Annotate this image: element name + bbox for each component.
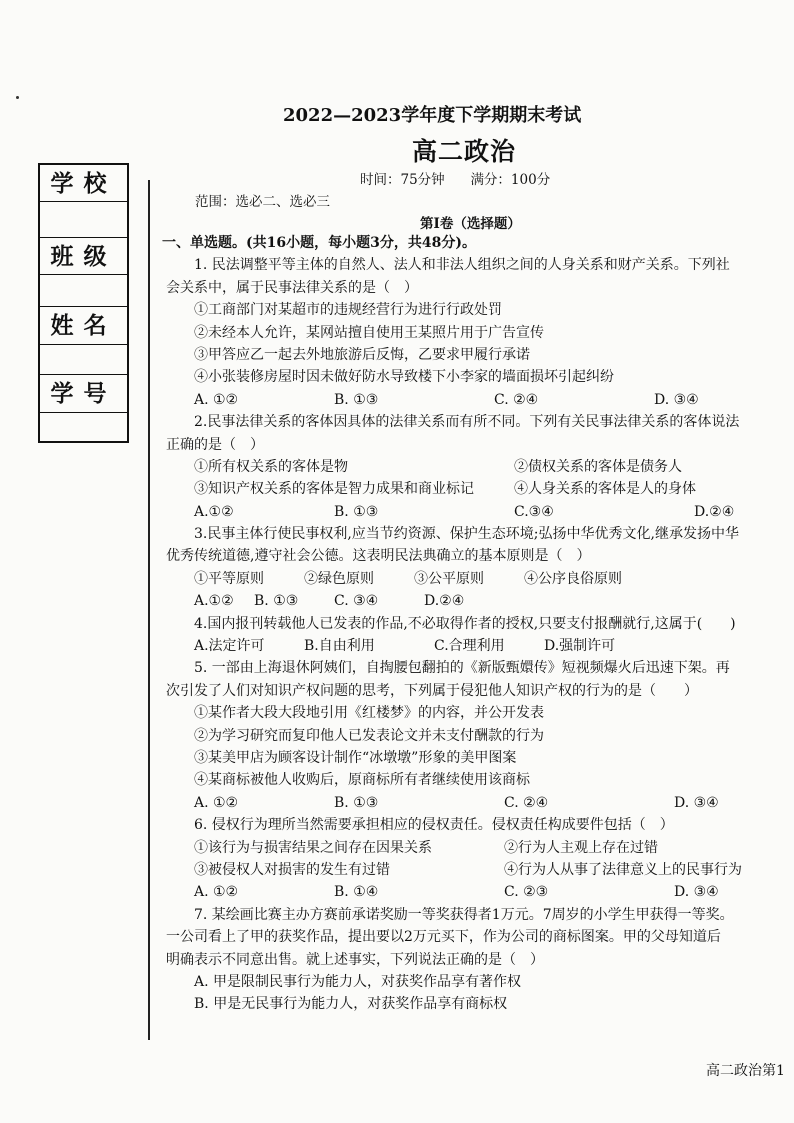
q1-choice-a[interactable]: A. ①② bbox=[194, 391, 239, 408]
subject-title: 高二政治 bbox=[412, 137, 517, 166]
q5-statement-2: ②为学习研究而复印他人已发表论文并未支付酬款的行为 bbox=[194, 727, 544, 744]
school-field[interactable] bbox=[40, 202, 127, 238]
name-label: 姓名 bbox=[40, 307, 127, 345]
q1-statement-1: ①工商部门对某超市的违规经营行为进行行政处罚 bbox=[194, 302, 502, 319]
q5-choice-a[interactable]: A. ①② bbox=[194, 794, 239, 811]
exam-info bbox=[360, 168, 550, 188]
q3-choice-b[interactable]: B. ①③ bbox=[254, 593, 299, 610]
q6-statements-row2 bbox=[166, 859, 766, 881]
exam-title: 2022—2023学年度下学期期末考试 bbox=[283, 105, 582, 126]
q1-statement-3: ③甲答应乙一起去外地旅游后反悔，乙要求甲履行承诺 bbox=[194, 346, 530, 363]
number-label: 学号 bbox=[40, 375, 127, 413]
q6-statements-row1 bbox=[166, 837, 766, 859]
q5-statement-1: ①某作者大段大段地引用《红楼梦》的内容，并公开发表 bbox=[194, 705, 544, 722]
q3-statement-2: ②绿色原则 bbox=[304, 570, 374, 587]
q4-stem: 4.国内报刊转载他人已发表的作品,不必取得作者的授权,只要支付报酬就行,这属于( ) bbox=[194, 615, 736, 632]
q7-stem-cont-1: 一公司看上了甲的获奖作品，提出要以2万元买下，作为公司的商标图案。甲的父母知道后 bbox=[166, 929, 721, 946]
q5-choice-d[interactable]: D. ③④ bbox=[674, 794, 719, 811]
section-heading: 一、单选题。(共16小题，每小题3分，共48分)。 bbox=[162, 235, 476, 251]
exam-scope: 范围：选必二、选必三 bbox=[195, 194, 330, 210]
question-list bbox=[162, 232, 766, 1016]
q1-choices bbox=[166, 389, 766, 411]
q2-statement-3: ③知识产权关系的客体是智力成果和商业标记 bbox=[194, 481, 474, 498]
q2-stem: 2.民事法律关系的客体因具体的法律关系而有所不同。下列有关民事法律关系的客体说法 bbox=[194, 414, 740, 431]
q3-statement-3: ③公平原则 bbox=[414, 570, 484, 587]
q1-statement-4: ④小张装修房屋时因未做好防水导致楼下小李家的墙面损坏引起纠纷 bbox=[194, 369, 614, 386]
q3-statements bbox=[166, 568, 766, 590]
class-label: 班级 bbox=[40, 238, 127, 275]
q2-choice-c[interactable]: C.③④ bbox=[514, 503, 554, 520]
q1-choice-d[interactable]: D. ③④ bbox=[654, 391, 699, 408]
q6-statement-1: ①该行为与损害结果之间存在因果关系 bbox=[194, 839, 432, 856]
q7-choice-a[interactable]: A. 甲是限制民事行为能力人，对获奖作品享有著作权 bbox=[194, 973, 522, 990]
q1-choice-c[interactable]: C. ②④ bbox=[494, 391, 539, 408]
q4-choices bbox=[166, 635, 766, 657]
q3-choice-a[interactable]: A.①② bbox=[194, 593, 234, 610]
q1-choice-b[interactable]: B. ①③ bbox=[334, 391, 379, 408]
school-label: 学校 bbox=[40, 165, 127, 202]
page-footer: 高二政治第1 bbox=[706, 1063, 785, 1079]
q5-choices bbox=[166, 792, 766, 814]
q2-choice-a[interactable]: A.①② bbox=[194, 503, 234, 520]
q2-statement-1: ①所有权关系的客体是物 bbox=[194, 458, 348, 475]
q4-choice-d[interactable]: D.强制许可 bbox=[544, 638, 616, 655]
q5-choice-c[interactable]: C. ②④ bbox=[504, 794, 549, 811]
q4-choice-c[interactable]: C.合理利用 bbox=[434, 638, 505, 655]
q6-choice-c[interactable]: C. ②③ bbox=[504, 884, 549, 901]
q6-choice-d[interactable]: D. ③④ bbox=[674, 884, 719, 901]
q5-statement-4: ④某商标被他人收购后，原商标所有者继续使用该商标 bbox=[194, 772, 530, 789]
q6-statement-3: ③被侵权人对损害的发生有过错 bbox=[194, 861, 390, 878]
exam-score: 满分：100分 bbox=[470, 172, 551, 188]
q6-choice-b[interactable]: B. ①④ bbox=[334, 884, 379, 901]
volume-title: 第Ⅰ卷（选择题） bbox=[420, 216, 521, 232]
q2-stem-cont: 正确的是（ ） bbox=[166, 436, 264, 453]
q4-choice-a[interactable]: A.法定许可 bbox=[194, 638, 265, 655]
q2-choices bbox=[166, 501, 766, 523]
binding-line bbox=[148, 180, 150, 1040]
q3-choices bbox=[166, 590, 766, 612]
q6-statement-2: ②行为人主观上存在过错 bbox=[504, 839, 658, 856]
q1-stem: 1. 民法调整平等主体的自然人、法人和非法人组织之间的人身关系和财产关系。下列社 bbox=[194, 257, 730, 274]
q5-statement-3: ③某美甲店为顾客设计制作“冰墩墩”形象的美甲图案 bbox=[194, 749, 517, 766]
q2-choice-d[interactable]: D.②④ bbox=[694, 503, 735, 520]
q3-stem: 3.民事主体行使民事权利,应当节约资源、保护生态环境;弘扬中华优秀文化,继承发扬中华 bbox=[194, 526, 739, 543]
q2-statement-4: ④人身关系的客体是人的身体 bbox=[514, 481, 696, 498]
student-info-box bbox=[38, 163, 129, 443]
number-field[interactable] bbox=[40, 413, 127, 441]
q6-choices bbox=[166, 881, 766, 903]
q3-statement-1: ①平等原则 bbox=[194, 570, 264, 587]
exam-time: 时间：75分钟 bbox=[360, 172, 445, 188]
q2-choice-b[interactable]: B. ①③ bbox=[334, 503, 379, 520]
q3-statement-4: ④公序良俗原则 bbox=[524, 570, 622, 587]
q4-choice-b[interactable]: B.自由利用 bbox=[304, 638, 375, 655]
q3-stem-cont: 优秀传统道德,遵守社会公德。这表明民法典确立的基本原则是（ ） bbox=[166, 548, 591, 565]
q6-statement-4: ④行为人从事了法律意义上的民事行为 bbox=[504, 861, 742, 878]
q6-choice-a[interactable]: A. ①② bbox=[194, 884, 239, 901]
q7-choice-b[interactable]: B. 甲是无民事行为能力人，对获奖作品享有商标权 bbox=[194, 996, 508, 1013]
class-field[interactable] bbox=[40, 275, 127, 307]
q2-statement-2: ②债权关系的客体是债务人 bbox=[514, 458, 682, 475]
q3-choice-c[interactable]: C. ③④ bbox=[334, 593, 379, 610]
q3-choice-d[interactable]: D.②④ bbox=[424, 593, 465, 610]
q7-stem: 7. 某绘画比赛主办方赛前承诺奖励一等奖获得者1万元。7周岁的小学生甲获得一等奖。 bbox=[194, 906, 734, 923]
q5-stem: 5. 一部由上海退休阿姨们，自掏腰包翻拍的《新版甄嬛传》短视频爆火后迅速下架。再 bbox=[194, 660, 730, 677]
q1-stem-cont: 会关系中，属于民事法律关系的是（ ） bbox=[166, 279, 418, 296]
q6-stem: 6. 侵权行为理所当然需要承担相应的侵权责任。侵权责任构成要件包括（ ） bbox=[194, 817, 674, 834]
q7-stem-cont-2: 明确表示不同意出售。就上述事实，下列说法正确的是（ ） bbox=[166, 951, 544, 968]
scan-dot bbox=[16, 96, 19, 99]
q5-stem-cont: 次引发了人们对知识产权问题的思考，下列属于侵犯他人知识产权的行为的是（ ） bbox=[166, 682, 698, 699]
q2-statements-row1 bbox=[166, 456, 766, 478]
q1-statement-2: ②未经本人允许，某网站擅自使用王某照片用于广告宣传 bbox=[194, 324, 544, 341]
name-field[interactable] bbox=[40, 345, 127, 375]
q2-statements-row2 bbox=[166, 478, 766, 500]
q5-choice-b[interactable]: B. ①③ bbox=[334, 794, 379, 811]
